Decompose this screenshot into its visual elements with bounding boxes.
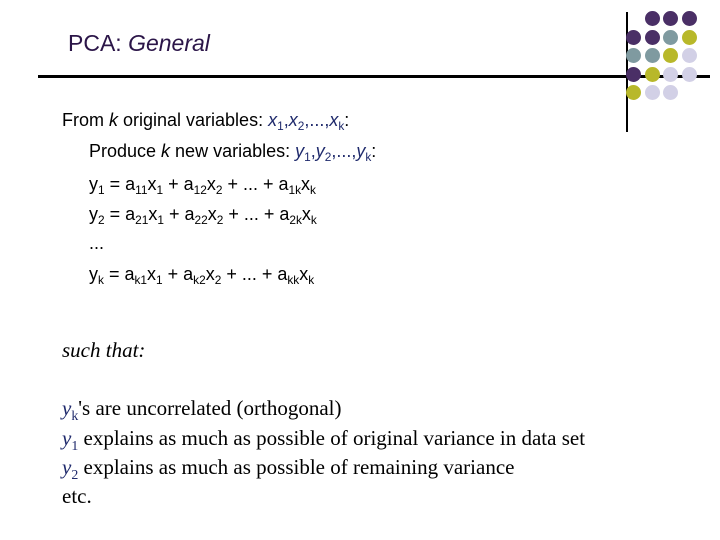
- decorative-dot: [663, 67, 678, 82]
- decorative-dot: [626, 67, 641, 82]
- condition-y1: $y_1$ explains as much as possible of original variance in data set: [62, 426, 586, 453]
- equation-yk: $y_k = a_{k1}x_1 + a_{k2}x_2$ + ... + $a_{kk}x_k$: [89, 264, 315, 288]
- produce-line: Produce k new variables: $y_1,y_2,...,y_k$:: [89, 141, 377, 165]
- decorative-dot: [663, 11, 678, 26]
- equation-y1: $y_1 = a_{11}x_1 + a_{12}x_2$ + ... + $a_{1k}x_k$: [89, 174, 316, 198]
- decorative-dot: [663, 48, 678, 63]
- decorative-dot: [682, 48, 697, 63]
- equation-ellipsis: ...: [89, 233, 105, 253]
- equation-y2: $y_2 = a_{21}x_1 + a_{22}x_2$ + ... + $a_{2k}x_k$: [89, 204, 317, 228]
- decorative-dot: [663, 30, 678, 45]
- decorative-dot: [682, 30, 697, 45]
- decorative-dot: [682, 67, 697, 82]
- condition-y2: $y_2$ explains as much as possible of remaining variance: [62, 455, 515, 482]
- decorative-dot: [626, 85, 641, 100]
- condition-etc: etc.: [62, 484, 92, 508]
- decorative-dot: [645, 67, 660, 82]
- such-that-label: such that:: [62, 338, 146, 362]
- decorative-dot: [645, 48, 660, 63]
- title-divider: [38, 75, 710, 78]
- intro-line: From k original variables: $x_1,x_2,...,x_k$:: [62, 110, 350, 134]
- decorative-dot: [645, 85, 660, 100]
- decorative-dot: [682, 11, 697, 26]
- decorative-dot: [626, 48, 641, 63]
- decorative-dot: [626, 30, 641, 45]
- decorative-dot: [663, 85, 678, 100]
- condition-uncorrelated: $y_k's$ are uncorrelated (orthogonal): [62, 396, 342, 423]
- decorative-dot: [645, 30, 660, 45]
- decorative-dot: [645, 11, 660, 26]
- slide-title: PCA: General: [68, 30, 210, 56]
